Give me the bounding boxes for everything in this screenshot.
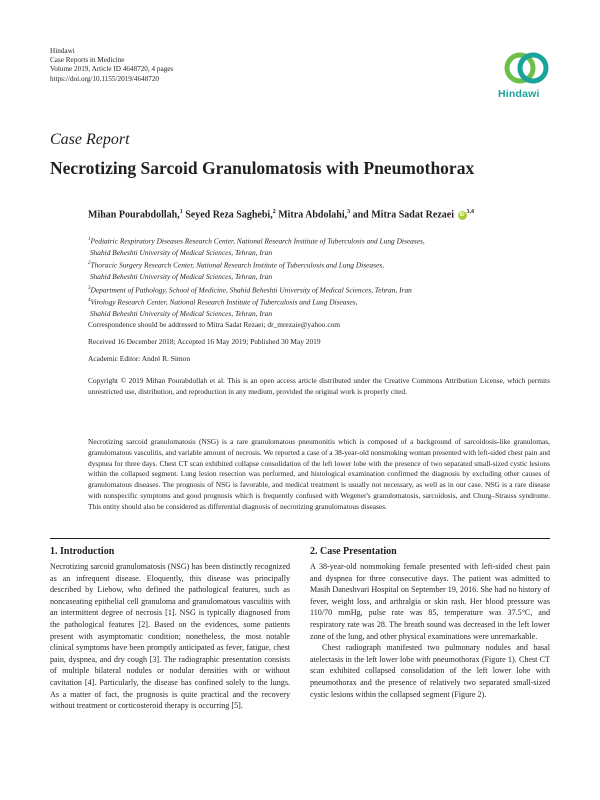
affil-sup: 4 [88, 298, 91, 304]
affiliation-line [88, 295, 548, 308]
orcid-icon[interactable]: iD [459, 211, 465, 218]
doi-link[interactable]: https://doi.org/10.1155/2019/4648720 [50, 74, 160, 83]
academic-editor: Academic Editor: André R. Simon [88, 354, 191, 363]
author-name[interactable]: and Mitra Sadat Rezaei [352, 209, 454, 221]
affiliation-line [88, 283, 548, 296]
affiliations [88, 234, 548, 320]
introduction-body [50, 561, 290, 712]
heading-introduction: 1. Introduction [50, 546, 115, 557]
correspondence: Correspondence should be addressed to Mitra Sadat Rezaei; dr_mrezaie@yahoo.com [88, 320, 341, 329]
affil-sup: 3 [88, 285, 91, 291]
section-divider [50, 538, 550, 539]
paragraph: Necrotizing sarcoid granulomatosis (NSG) has been distinctly recognized as an infrequent disease. Eloquently, this disease was principally described by Liebow, who defined the pathological features, such as noncaseating epithelial cell granuloma and granulomatous vasculitis with an intermittent degree of necrosis [1]. NSG is typically diagnosed from the pathological features [2]. Based on the evidences, some patients present with asymptomatic condition; nonetheless, the most notable clinical symptoms have been promptly anticipated as fever, fatigue, chest pain, dyspnea, and dry cough [3]. The radiographic presentation consists of multiple bilateral nodules or nodular densities with or without cavitation [4]. Particularly, the disease has confined solely to the lungs. As a matter of fact, the prognosis is quite practical and the recovery without treatment or corticosteroid therapy is occurring [5]. [50, 562, 290, 711]
article-title: Necrotizing Sarcoid Granulomatosis with Pneumothorax [50, 158, 475, 178]
author-name[interactable]: Seyed Reza Saghebi, [185, 209, 273, 221]
abstract: Necrotizing sarcoid granulomatosis (NSG) is a rare granulomatous pneumonitis which is composed of a background of sarcoidosis-like granulomas, granulomatous vasculitis, and variable amount of necrosis. We reported a case of a 38-year-old nonsmoking woman presented with left-sided chest pain and dyspnea for three days. Chest CT scan exhibited collapse consolidation of the left lower lobe with the presence of two separated small-sized cystic lesions within the collapsed segment. Lung lesion resection was performed, and histological examination confirmed the diagnosis by excluding other causes of granulomatous diseases. The prognosis of NSG is favorable, and medical treatment is usually not necessary, as well as in our case. NSG is a rare disease with nonspecific symptoms and good prognosis which is frequently confused with Wegener's granulomatosis, sarcoidosis, and Churg–Strauss syndrome. This entity should also be considered as differential diagnosis of necrotizing granulomatous diseases. [88, 437, 550, 511]
copyright-notice: Copyright © 2019 Mihan Pourabdollah et al. This is an open access article distributed under the Creative Commons Attribution License, which permits unrestricted use, distribution, and reproduction in any medium, provided the original work is properly cited. [88, 376, 550, 396]
case-presentation-body [310, 561, 550, 700]
paragraph: A 38-year-old nonsmoking female presented with left-sided chest pain and dyspnea for three consecutive days. The patient was admitted to Masih Daneshvari Hospital on September 19, 2016. She had no history of fever, weight loss, and arthralgia or skin rash. Her blood pressure was 110/70 mmHg, pulse rate was 85, temperature was 37.5°C, and respiratory rate was 28. The breath sound was decreased in the left lower zone of the lung, and other physical examinations were unremarkable. [310, 562, 550, 641]
affil-text: Shahid Beheshti University of Medical Sciences, Tehran, Iran [89, 247, 273, 257]
author-list [88, 209, 474, 220]
author-affil-sup: 2 [272, 209, 276, 215]
heading-case-presentation: 2. Case Presentation [310, 546, 397, 557]
affil-sup: 1 [88, 237, 91, 242]
affil-text: Virology Research Center, National Research Institute of Tuberculosis and Lung Diseases, [90, 297, 358, 307]
affiliation-line [88, 271, 548, 282]
affil-text: Thoracic Surgery Research Center, National Research Institute of Tuberculosis and Lung Diseases, [90, 260, 384, 270]
affiliation-line [88, 258, 548, 271]
affiliation-line [88, 308, 548, 319]
journal-name: Case Reports in Medicine [50, 56, 125, 65]
author-name[interactable]: Mitra Abdolahi, [278, 209, 348, 221]
author-name[interactable]: Mihan Pourabdollah, [88, 209, 180, 221]
article-type: Case Report [50, 131, 130, 148]
volume-line: Volume 2019, Article ID 4648720, 4 pages [50, 65, 174, 74]
affiliation-line [88, 247, 548, 258]
affil-text: Department of Pathology, School of Medicine, Shahid Beheshti University of Medical Sciences, Tehran, Iran [90, 285, 412, 295]
affil-text: Pediatric Respiratory Diseases Research Center, National Research Institute of Tuberculosis and Lung Diseases, [90, 236, 425, 246]
author-affil-sup: 3 [347, 209, 351, 215]
hindawi-logo-text: Hindawi [498, 88, 540, 100]
author-affil-sup: 3,4 [466, 209, 474, 215]
publisher-name: Hindawi [50, 47, 75, 55]
article-dates: Received 16 December 2018; Accepted 16 May 2019; Published 30 May 2019 [88, 337, 321, 346]
affiliation-line [88, 234, 548, 247]
author-affil-sup: 1 [179, 209, 183, 215]
paragraph: Chest radiograph manifested two pulmonary nodules and basal atelectasis in the left lower lobe with pneumothorax (Figure 1). Chest CT scan exhibited collapsed consolidation of the left lower lobe with pneumothorax and the presence of relatively two separated small-sized cystic lesions within the collapsed segment (Figure 2). [310, 643, 550, 699]
affil-text: Shahid Beheshti University of Medical Sciences, Tehran, Iran [89, 272, 273, 282]
affil-sup: 2 [88, 261, 91, 267]
journal-metadata [50, 47, 173, 84]
affil-text: Shahid Beheshti University of Medical Sciences, Tehran, Iran [89, 309, 273, 319]
